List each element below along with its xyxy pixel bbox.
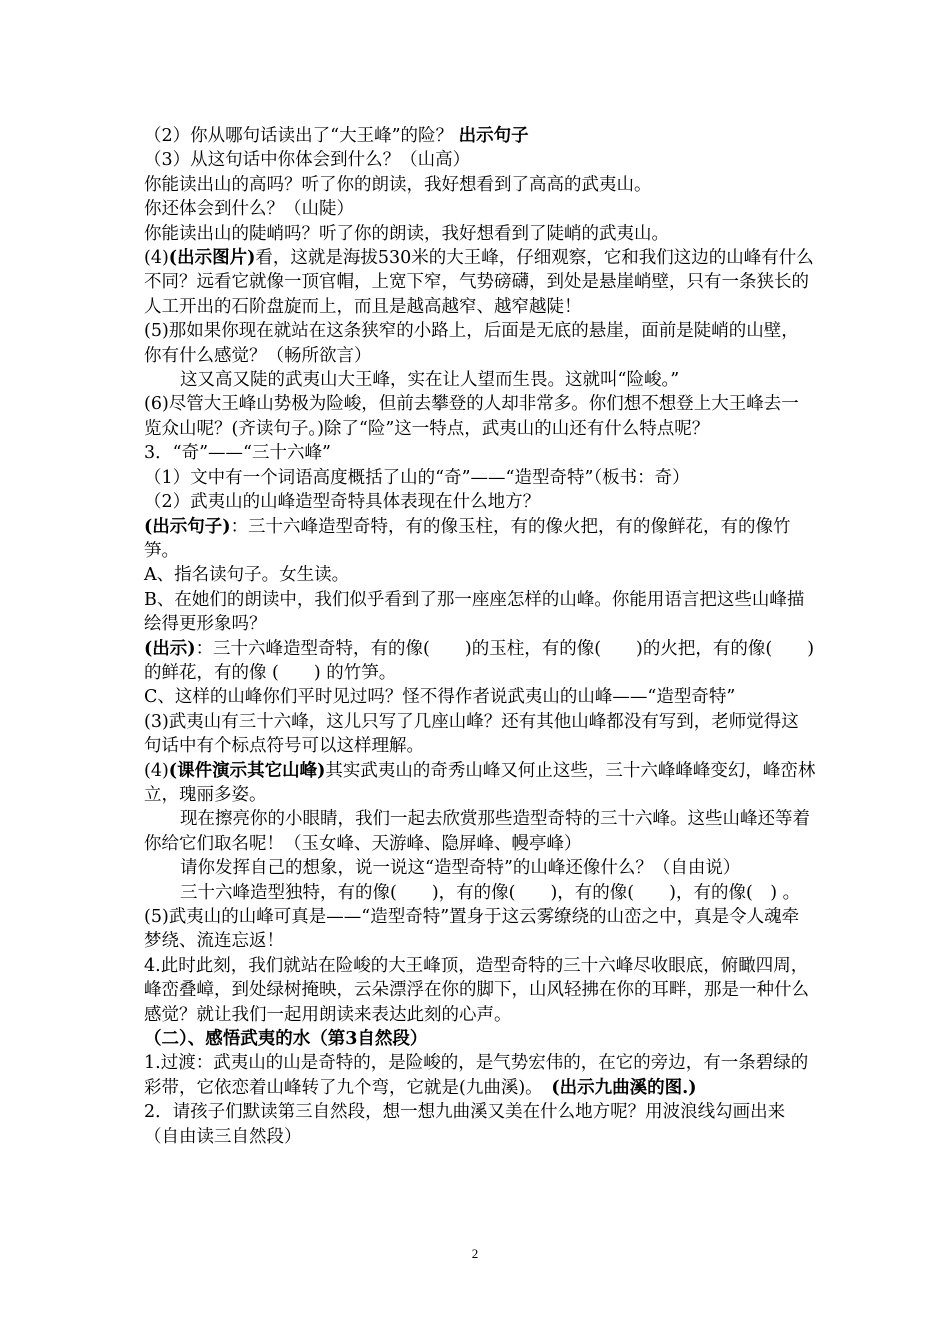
paragraph [144, 807, 816, 856]
text-run: 看，这就是海拔530米的大王峰，仔细观察，它和我们这边的山峰有什么不同？远看它就像一顶官帽，上宽下窄，气势磅礴，到处是悬崖峭壁，只有一条狭长的人工开出的石阶盘旋而上，而且是越高越窄、越窄越陡！ [144, 248, 814, 317]
text-run: 你还体会到什么？（山陡） [144, 199, 354, 220]
paragraph [144, 515, 816, 564]
text-run: 请你发挥自己的想象，说一说这“造型奇特”的山峰还像什么？（自由说） [180, 858, 741, 879]
paragraph [144, 466, 816, 490]
text-run: 2．请孩子们默读第三自然段，想一想九曲溪又美在什么地方呢？用波浪线勾画出来（自由读三自然段） [144, 1102, 786, 1147]
paragraph [144, 856, 816, 880]
bold-text: (出示图片) [168, 248, 256, 269]
paragraph [144, 124, 816, 148]
paragraph [144, 246, 816, 319]
text-run: ：三十六峰造型奇特，有的像( )的玉柱，有的像( )的火把，有的像( ) 的鲜花，有的像 ( ) 的竹笋。 [144, 638, 815, 683]
text-run: （2）你从哪句话读出了“大王峰”的险？ [144, 126, 459, 146]
page-number: 2 [471, 1246, 479, 1261]
paragraph [144, 1027, 816, 1051]
text-run: 三十六峰造型独特，有的像( )，有的像( )，有的像( )，有的像( ) 。 [180, 882, 801, 903]
text-run: (6)尽管大王峰山势极为险峻，但前去攀登的人却非常多。你们想不想登上大王峰去一览众山呢？(齐读句子。)除了“险”这一特点，武夷山的山还有什么特点呢？ [144, 394, 799, 439]
text-run: (4) [144, 248, 169, 269]
paragraph [144, 392, 816, 441]
text-run: (4) [144, 760, 169, 781]
paragraph [144, 954, 816, 1027]
text-run: 其实武夷山的奇秀山峰又何止这些，三十六峰峰峰变幻，峰峦林立，瑰丽多姿。 [144, 760, 816, 805]
text-run: B、在她们的朗读中，我们似乎看到了那一座座怎样的山峰。你能用语言把这些山峰描绘得更形象吗？ [144, 589, 805, 635]
document-body [144, 124, 816, 1149]
bold-text: (出示九曲溪的图.) [551, 1077, 697, 1098]
text-run: 3．“奇”——“三十六峰” [144, 443, 331, 464]
bold-text: （二）、感悟武夷的水（第3自然段） [144, 1029, 428, 1050]
text-run: （2）武夷山的山峰造型奇特具体表现在什么地方？ [144, 492, 541, 513]
bold-text: (出示) [144, 638, 196, 659]
text-run: （3）从这句话中你体会到什么？（山高） [144, 150, 471, 171]
bold-text: 出示句子 [458, 126, 529, 146]
paragraph [144, 685, 816, 709]
bold-text: (课件演示其它山峰) [168, 760, 326, 781]
text-run: 1.过渡：武夷山的山是奇特的，是险峻的，是气势宏伟的，在它的旁边，有一条碧绿的彩带，它依恋着山峰转了九个弯，它就是(九曲溪)。 [144, 1053, 809, 1098]
paragraph [144, 368, 816, 392]
paragraph [144, 637, 816, 686]
paragraph [144, 222, 816, 246]
text-run: （1）文中有一个词语高度概括了山的“奇”——“造型奇特”（板书：奇） [144, 467, 690, 488]
paragraph [144, 710, 816, 759]
paragraph [144, 490, 816, 514]
text-run: 你能读出山的高吗？听了你的朗读，我好想看到了高高的武夷山。 [144, 174, 652, 195]
paragraph [144, 588, 816, 637]
paragraph [144, 319, 816, 368]
paragraph [144, 563, 816, 587]
paragraph [144, 881, 816, 905]
text-run: 现在擦亮你的小眼睛，我们一起去欣赏那些造型奇特的三十六峰。这些山峰还等着你给它们取名呢！（玉女峰、天游峰、隐屏峰、幔亭峰） [144, 809, 810, 854]
text-run: ：三十六峰造型奇特，有的像玉柱，有的像火把，有的像鲜花，有的像竹笋。 [144, 516, 791, 561]
paragraph [144, 759, 816, 808]
text-run: 你能读出山的陡峭吗？听了你的朗读，我好想看到了陡峭的武夷山。 [144, 223, 669, 244]
paragraph [144, 441, 816, 465]
paragraph [144, 148, 816, 172]
paragraph [144, 1100, 816, 1149]
text-run: (5)武夷山的山峰可真是——“造型奇特”置身于这云雾缭绕的山峦之中，真是令人魂牵梦绕、流连忘返！ [144, 907, 800, 952]
text-run: (5)那如果你现在就站在这条狭窄的小路上，后面是无底的悬崖，面前是陡峭的山壁，你有什么感觉？（畅所欲言） [144, 321, 799, 366]
text-run: A、指名读句子。女生读。 [144, 565, 350, 586]
paragraph [144, 905, 816, 954]
text-run: 这又高又陡的武夷山大王峰，实在让人望而生畏。这就叫“险峻。” [180, 370, 680, 391]
paragraph [144, 173, 816, 197]
text-run: 4.此时此刻，我们就站在险峻的大王峰顶，造型奇特的三十六峰尽收眼底，俯瞰四周，峰峦叠嶂，到处绿树掩映，云朵漂浮在你的脚下，山风轻拂在你的耳畔，那是一种什么感觉？就让我们一起用朗读来表达此刻的心声。 [144, 955, 809, 1025]
bold-text: (出示句子) [144, 516, 231, 537]
text-run: (3)武夷山有三十六峰，这儿只写了几座山峰？还有其他山峰都没有写到，老师觉得这句话中有个标点符号可以这样理解。 [144, 711, 799, 757]
paragraph [144, 1051, 816, 1100]
text-run: C、这样的山峰你们平时见过吗？怪不得作者说武夷山的山峰——“造型奇特” [144, 687, 736, 708]
paragraph [144, 197, 816, 221]
